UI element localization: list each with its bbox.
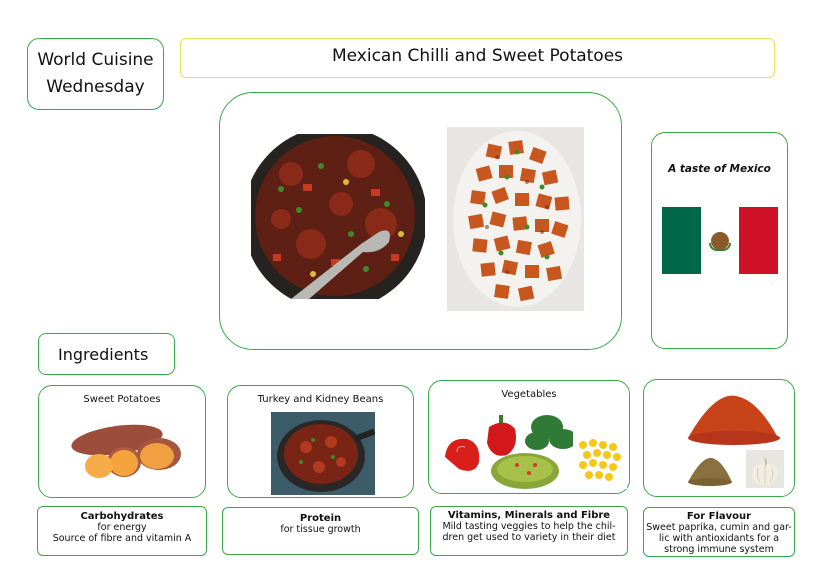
- dish-title-box: [180, 38, 775, 78]
- chilli-bowl-image: [271, 412, 375, 495]
- caption-line: for tissue growth: [280, 524, 361, 535]
- caption-title: Vitamins, Minerals and Fibre: [447, 510, 611, 521]
- dish-title: Mexican Chilli and Sweet Potatoes: [331, 46, 624, 66]
- day-badge: [27, 38, 164, 110]
- caption-title: For Flavour: [686, 511, 752, 522]
- ingredient-card-flavour: [643, 379, 795, 497]
- sweet-potato-cubes-image: [447, 127, 584, 311]
- mexico-flag-icon: [662, 207, 778, 274]
- caption-line: dren get used to variety in their diet: [442, 532, 616, 543]
- vegetables-image: [437, 407, 627, 493]
- caption-line: lic with antioxidants for a: [658, 533, 780, 544]
- caption-title: Protein: [299, 513, 342, 524]
- caption-line: strong immune system: [664, 544, 774, 555]
- garlic-image: [746, 450, 784, 488]
- ingredient-caption-flavour: [643, 507, 795, 557]
- taste-of-mexico-panel: [651, 132, 788, 349]
- chilli-pan-image: [251, 134, 425, 299]
- dish-photos-panel: [219, 92, 622, 350]
- caption-line: Sweet paprika, cumin and gar-: [646, 522, 792, 533]
- sweet-potato-image: [69, 418, 184, 483]
- ingredient-name: Sweet Potatoes: [83, 394, 161, 405]
- ingredient-card-turkey-beans: [227, 385, 414, 498]
- caption-title: Carbohydrates: [80, 511, 164, 522]
- ingredient-name: Vegetables: [501, 389, 557, 400]
- caption-line: for energy: [97, 522, 147, 533]
- ingredient-caption-sweet-potatoes: [37, 506, 207, 556]
- caption-line: Mild tasting veggies to help the chil-: [442, 521, 616, 532]
- ingredient-name: Turkey and Kidney Beans: [257, 394, 384, 405]
- ingredients-heading-box: [38, 333, 175, 375]
- ingredient-card-vegetables: [428, 380, 630, 494]
- badge-line2: Wednesday: [46, 77, 145, 97]
- ingredient-caption-vegetables: [430, 506, 628, 556]
- ingredient-caption-turkey-beans: [222, 507, 419, 555]
- cumin-image: [686, 452, 734, 486]
- caption-line: Source of fibre and vitamin A: [52, 533, 192, 544]
- taste-label: A taste of Mexico: [668, 163, 771, 175]
- badge-line1: World Cuisine: [37, 50, 154, 70]
- ingredients-heading: Ingredients: [58, 344, 149, 364]
- ingredient-card-sweet-potatoes: [38, 385, 206, 498]
- paprika-image: [684, 388, 782, 448]
